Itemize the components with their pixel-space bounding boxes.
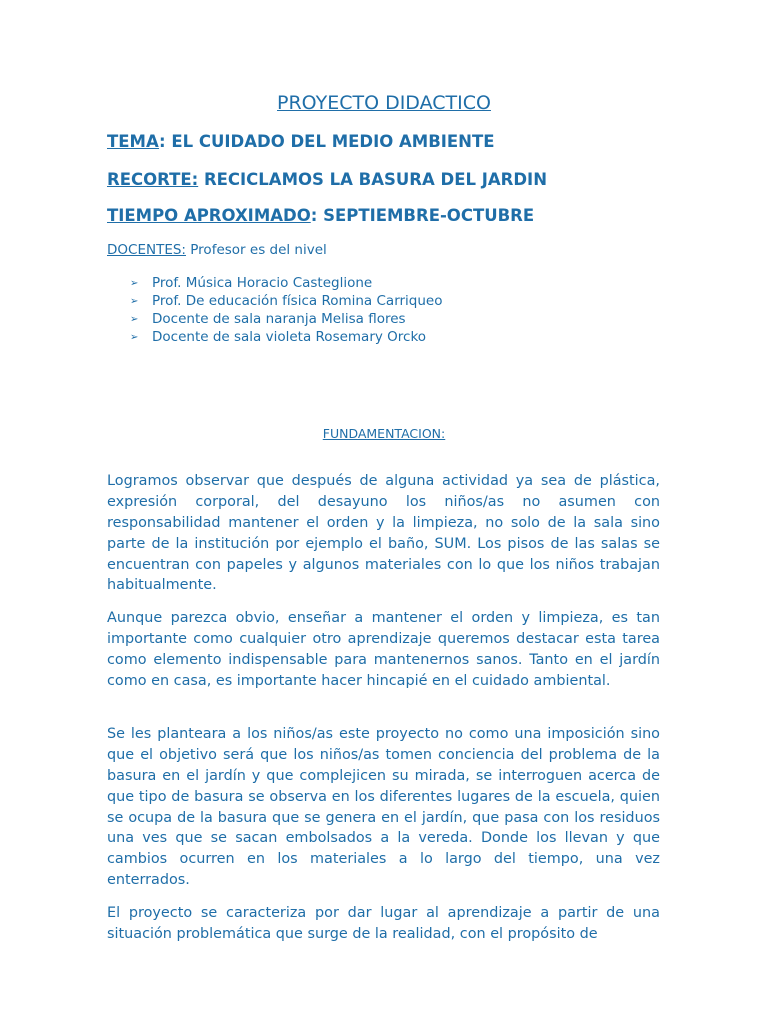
tiempo-value: : SEPTIEMBRE-OCTUBRE <box>310 206 535 225</box>
docentes-line <box>107 242 327 258</box>
recorte-heading <box>107 170 547 189</box>
arrow-bullet-icon: ➢ <box>130 314 139 325</box>
docentes-label: DOCENTES: <box>107 242 186 258</box>
arrow-bullet-icon: ➢ <box>130 296 139 307</box>
list-item: ➢ Docente de sala violeta Rosemary Orcko <box>130 329 427 345</box>
list-item: ➢ Docente de sala naranja Melisa flores <box>130 311 406 327</box>
recorte-value: RECICLAMOS LA BASURA DEL JARDIN <box>198 170 547 189</box>
fundamentacion-title: FUNDAMENTACION: <box>322 426 446 441</box>
recorte-label: RECORTE: <box>107 170 199 189</box>
paragraph: Logramos observar que después de alguna actividad ya sea de plástica, expresión corporal, del desayuno los niños/as no asumen con responsabilidad mantener el orden y la limpieza, no solo de la sala sino parte de la institución por ejemplo el baño, SUM. Los pisos de las salas se encuentran con papeles y algunos materiales con lo que los niños trabajan habitualmente. <box>107 473 660 594</box>
tema-heading <box>107 132 495 151</box>
list-item: ➢ Prof. Música Horacio Casteglione <box>130 275 373 291</box>
tema-value: : EL CUIDADO DEL MEDIO AMBIENTE <box>159 132 495 151</box>
docentes-list <box>130 274 443 346</box>
docentes-value: Profesor es del nivel <box>185 242 327 258</box>
paragraph: Aunque parezca obvio, enseñar a mantener el orden y limpieza, es tan importante como cualquier otro aprendizaje queremos destacar esta tarea como elemento indispensable para mantenernos sanos. Tanto en el jardín como en casa, es importante hacer hincapié en el cuidado ambiental. <box>107 610 660 689</box>
arrow-bullet-icon: ➢ <box>130 332 139 343</box>
tema-label: TEMA <box>107 132 160 151</box>
list-item: ➢ Prof. De educación física Romina Carriqueo <box>130 293 443 309</box>
tiempo-label: TIEMPO APROXIMADO <box>107 206 311 225</box>
arrow-bullet-icon: ➢ <box>130 278 139 289</box>
tiempo-heading <box>107 206 534 225</box>
paragraph: Se les planteara a los niños/as este proyecto no como una imposición sino que el objetivo será que los niños/as tomen conciencia del problema de la basura en el jardín y que complejicen su mirada, se interroguen acerca de que tipo de basura se observa en los diferentes lugares de la escuela, quien se ocupa de la basura que se genera en el jardín, que pasa con los residuos una ves que se sacan embolsados a la vereda. Donde los llevan y que cambios ocurren en los materiales a lo largo del tiempo, una vez enterrados. <box>107 726 660 888</box>
document-title: PROYECTO DIDACTICO <box>277 92 491 114</box>
paragraph: El proyecto se caracteriza por dar lugar al aprendizaje a partir de una situación problemática que surge de la realidad, con el propósito de <box>107 905 660 943</box>
